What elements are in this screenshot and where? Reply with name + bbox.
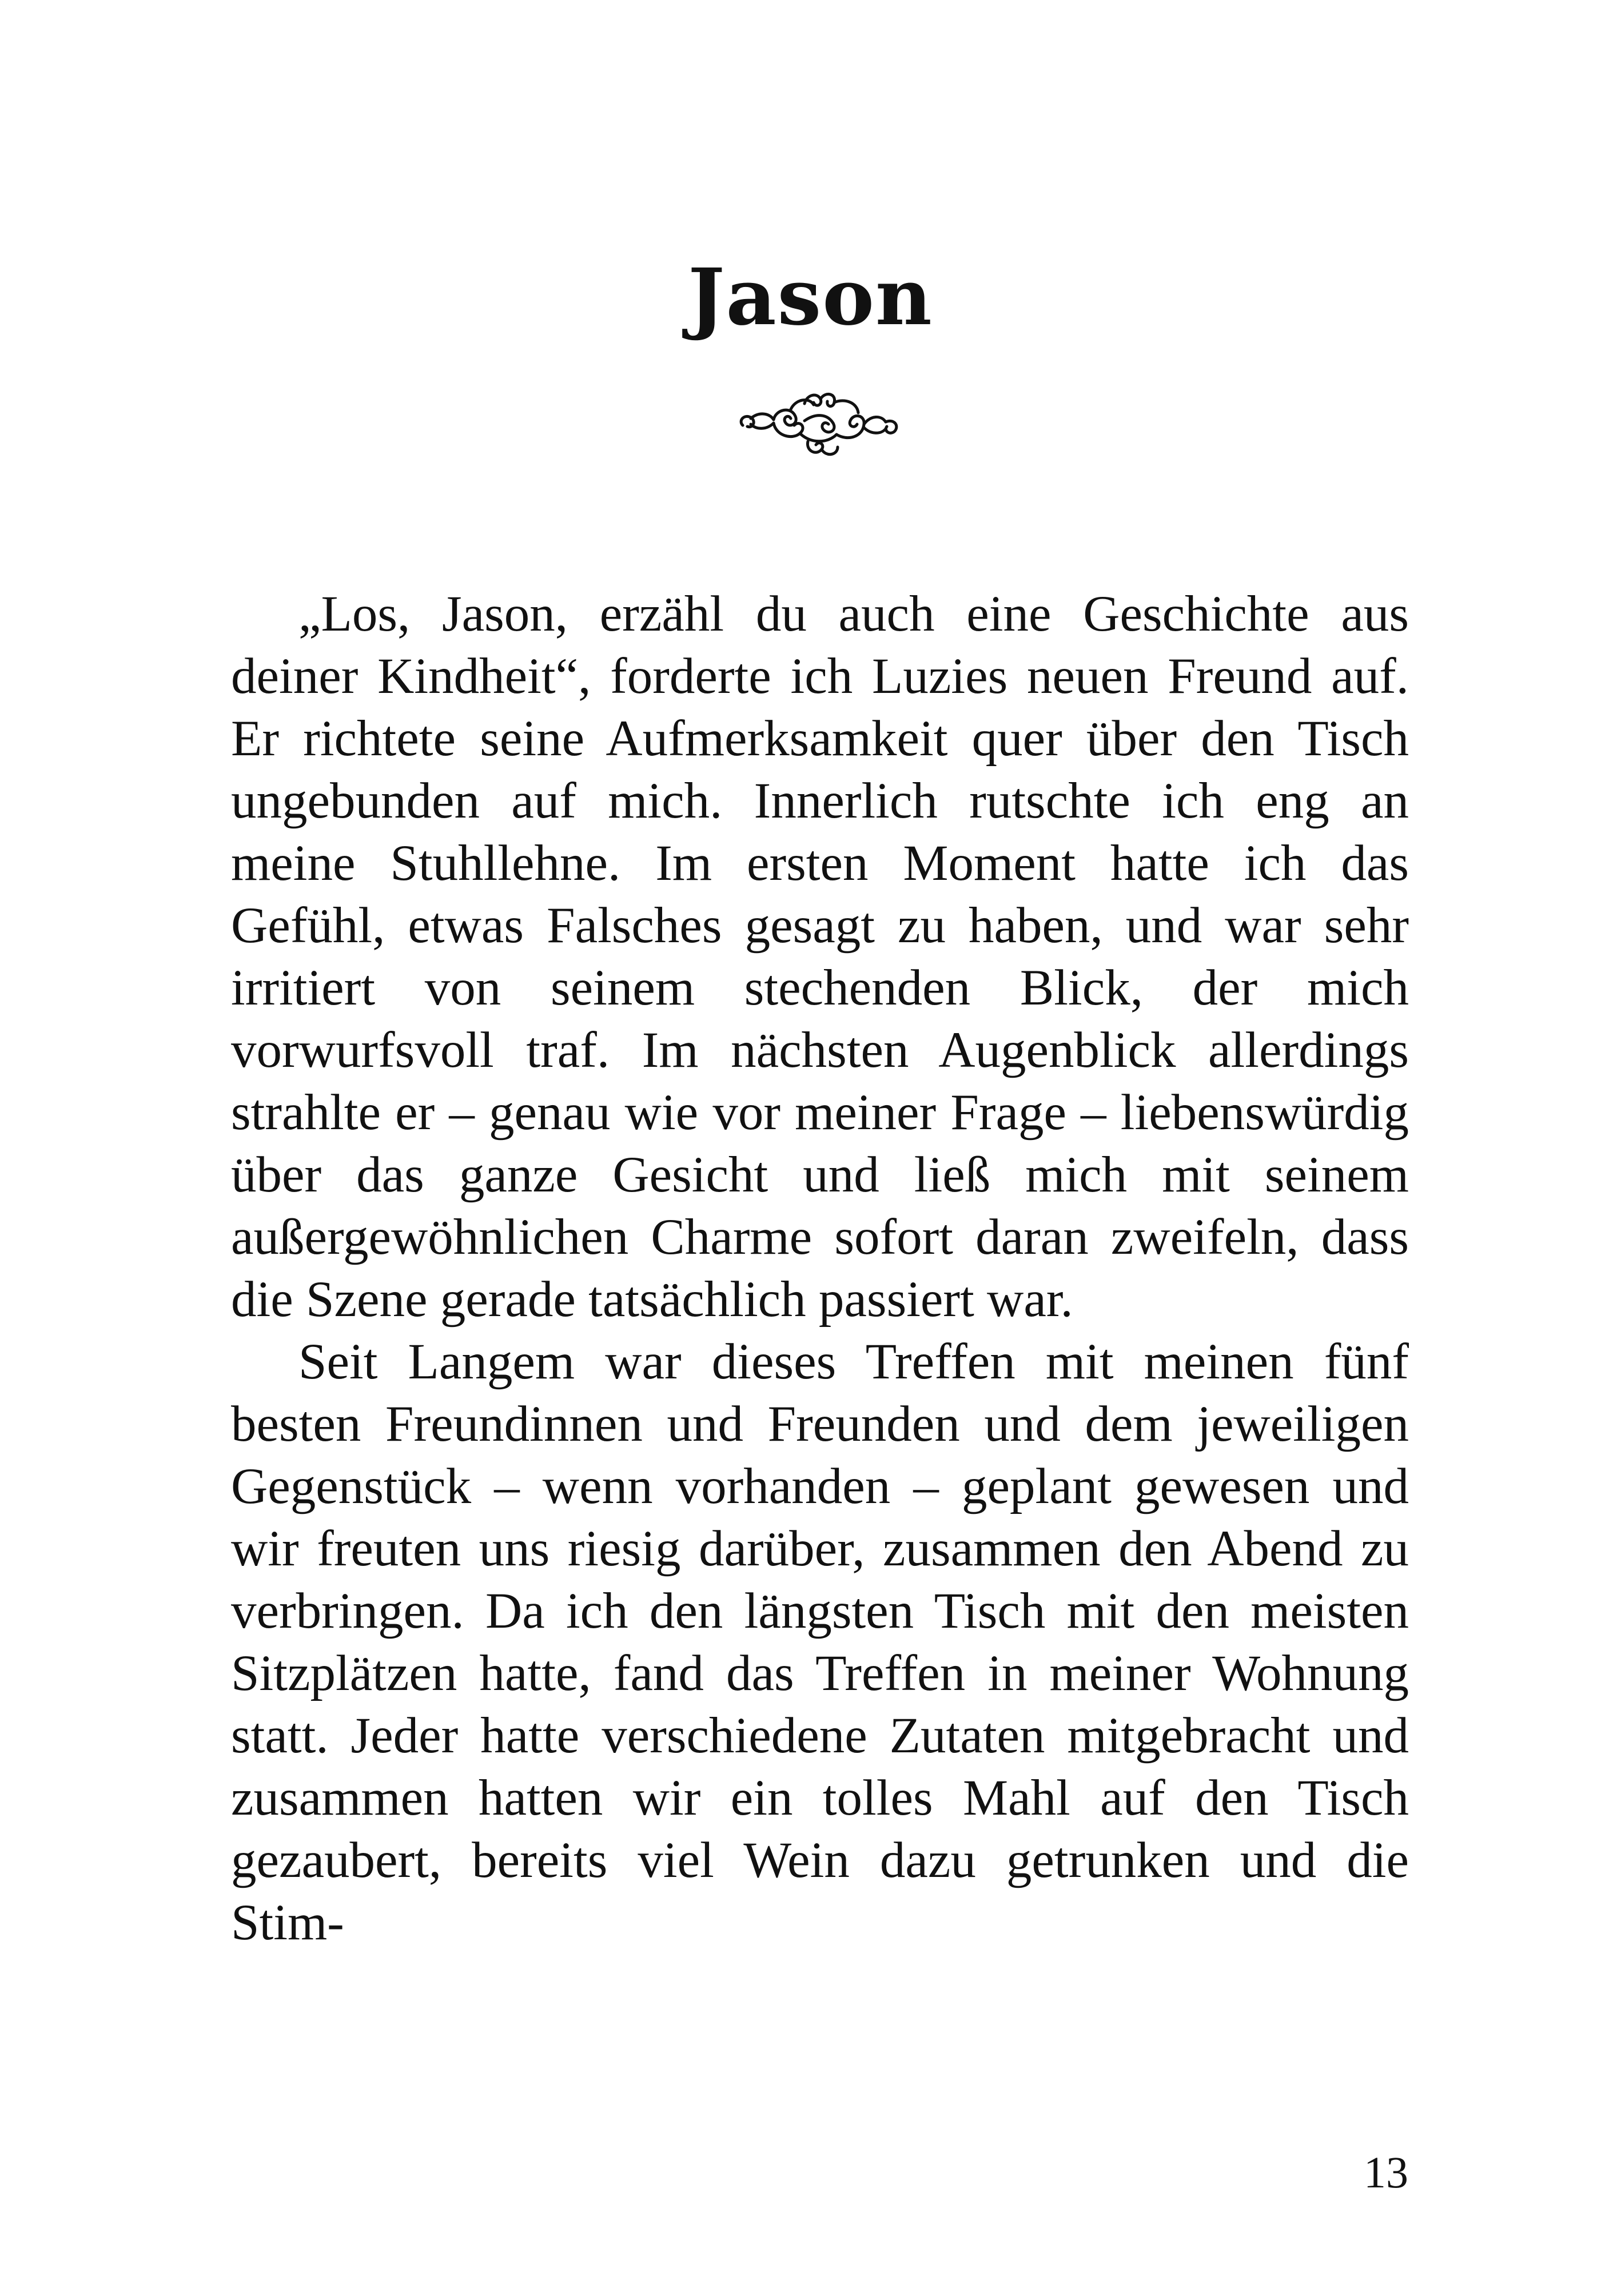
scroll-flourish-ornament-icon [736,386,902,461]
page-number: 13 [1364,2147,1408,2197]
paragraph: „Los, Jason, erzähl du auch eine Geschichte aus deiner Kindheit“, forderte ich Luzies neuen Freund auf. Er richtete seine Aufmerksamkeit quer über den Tisch ungebunden auf mich. Innerlich rutschte ich eng an meine Stuhllehne. Im ersten Moment hatte ich das Gefühl, etwas Falsches gesagt zu haben, und war sehr irritiert von seinem stechenden Blick, der mich vorwurfsvoll traf. Im nächsten Augenblick allerdings strahlte er – genau wie vor meiner Frage – liebenswürdig über das ganze Gesicht und ließ mich mit seinem außergewöhnlichen Charme sofort daran zweifeln, dass die Szene gerade tatsächlich passiert war. [231,586,1409,1328]
chapter-body-text [231,583,1409,1954]
chapter-title: Jason [688,252,933,343]
paragraph: Seit Langem war dieses Treffen mit meinen fünf besten Freundinnen und Freunden und dem jeweiligen Gegenstück – wenn vorhanden – geplant gewesen und wir freuten uns riesig darüber, zusammen den Abend zu verbringen. Da ich den längsten Tisch mit den meisten Sitzplätzen hatte, fand das Treffen in meiner Wohnung statt. Jeder hatte verschiedene Zutaten mitgebracht und zusammen hatten wir ein tolles Mahl auf den Tisch gezaubert, bereits viel Wein dazu getrunken und die Stim- [231,1334,1409,1951]
